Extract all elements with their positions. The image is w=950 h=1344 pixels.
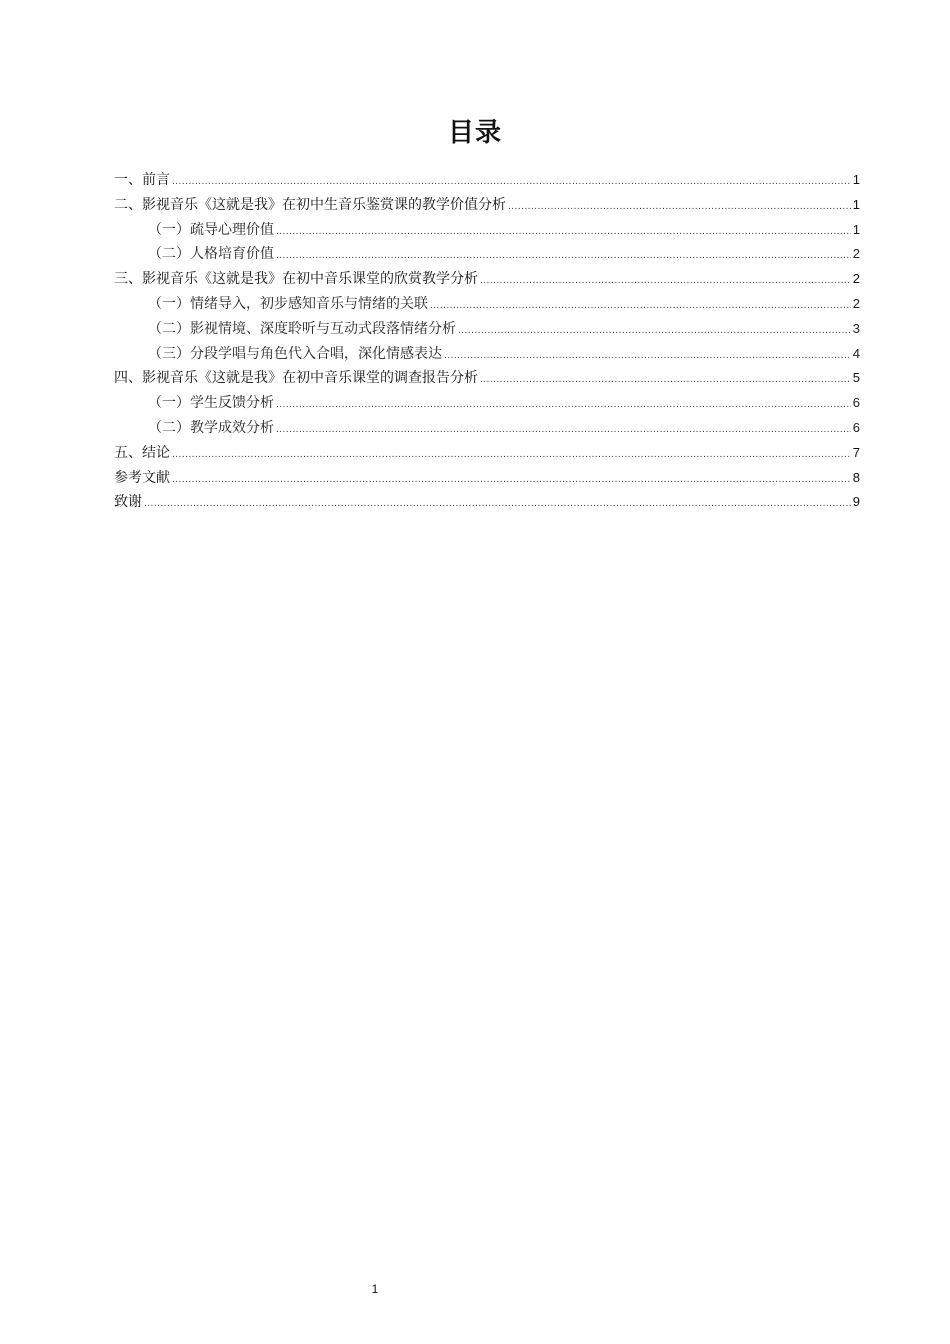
- toc-entry[interactable]: [114, 466, 860, 491]
- toc-entry[interactable]: [114, 441, 860, 466]
- dot-leader: [480, 368, 851, 393]
- toc-entry-page: 1: [852, 196, 860, 212]
- toc-entry[interactable]: [114, 193, 860, 218]
- toc-entry-page: 2: [852, 271, 860, 287]
- toc-entry-page: 7: [852, 444, 860, 460]
- dot-leader: [276, 220, 851, 245]
- toc-entry-page: 6: [852, 419, 860, 435]
- toc-entry-page: 1: [852, 221, 860, 237]
- toc-entry-page: 8: [852, 469, 860, 485]
- toc-entry-page: 9: [852, 494, 860, 510]
- toc-entry-page: 3: [852, 320, 860, 336]
- toc-entry[interactable]: [114, 317, 860, 342]
- toc-entry-label: （二）人格培育价值: [148, 246, 274, 263]
- dot-leader: [276, 393, 851, 418]
- toc-entry-label: 五、结论: [114, 444, 170, 461]
- toc-entry-label: （三）分段学唱与角色代入合唱，深化情感表达: [148, 345, 442, 362]
- dot-leader: [444, 344, 851, 369]
- dot-leader: [480, 269, 851, 294]
- dot-leader: [276, 418, 851, 443]
- toc-entry-page: 6: [852, 395, 860, 411]
- toc-entry-page: 2: [852, 246, 860, 262]
- toc-entry[interactable]: [114, 416, 860, 441]
- dot-leader: [172, 468, 851, 493]
- toc-entry[interactable]: [114, 292, 860, 317]
- dot-leader: [172, 443, 851, 468]
- toc-entry-label: （二）教学成效分析: [148, 419, 274, 436]
- dot-leader: [508, 195, 851, 220]
- toc-entry-label: （一）疏导心理价值: [148, 221, 274, 238]
- toc-entry-label: 参考文献: [114, 469, 170, 486]
- toc-entry[interactable]: [114, 490, 860, 515]
- toc-entry-page: 5: [852, 370, 860, 386]
- toc-title: 目录: [447, 118, 502, 148]
- toc-entry-label: 三、影视音乐《这就是我》在初中音乐课堂的欣赏教学分析: [114, 271, 478, 288]
- toc-entry[interactable]: [114, 242, 860, 267]
- toc-entry-page: 4: [852, 345, 860, 361]
- toc-entry-label: 致谢: [114, 494, 142, 511]
- toc-entry[interactable]: [114, 267, 860, 292]
- toc-entry-label: （二）影视情境、深度聆听与互动式段落情绪分析: [148, 320, 456, 337]
- dot-leader: [172, 170, 851, 195]
- toc-entry-page: 2: [852, 295, 860, 311]
- toc-entry-page: 1: [852, 172, 860, 187]
- toc-entry-label: 二、影视音乐《这就是我》在初中生音乐鉴赏课的教学价值分析: [114, 196, 506, 213]
- toc-entry-label: （一）情绪导入，初步感知音乐与情绪的关联: [148, 295, 428, 312]
- toc-entry[interactable]: [114, 366, 860, 391]
- toc-entry[interactable]: [114, 391, 860, 416]
- toc-entry[interactable]: [114, 168, 860, 193]
- table-of-contents: [114, 168, 860, 515]
- toc-entry-label: 一、前言: [114, 172, 170, 188]
- dot-leader: [458, 319, 851, 344]
- toc-entry-label: 四、影视音乐《这就是我》在初中音乐课堂的调查报告分析: [114, 370, 478, 387]
- toc-entry[interactable]: [114, 218, 860, 243]
- dot-leader: [144, 492, 851, 517]
- toc-entry[interactable]: [114, 342, 860, 367]
- dot-leader: [430, 294, 851, 319]
- toc-entry-label: （一）学生反馈分析: [148, 395, 274, 412]
- dot-leader: [276, 244, 851, 269]
- page-number: 1: [371, 1282, 379, 1296]
